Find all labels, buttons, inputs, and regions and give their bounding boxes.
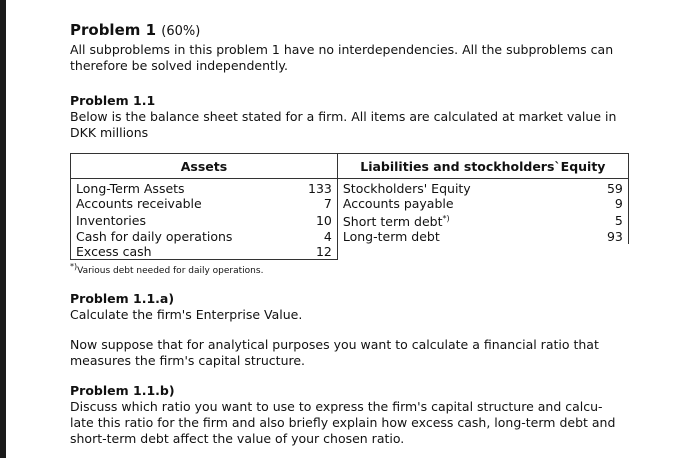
liability-label: Accounts payable — [337, 196, 596, 211]
asset-label: Accounts receivable — [71, 196, 304, 211]
assets-header: Assets — [71, 154, 338, 179]
liability-value: 9 — [596, 196, 629, 211]
liability-value: 5 — [596, 211, 629, 229]
asset-label: Excess cash — [71, 244, 304, 260]
asset-label: Inventories — [71, 211, 304, 229]
empty-cell — [337, 244, 628, 260]
liability-label-with-footnote — [337, 211, 596, 229]
problem-1-intro: All subproblems in this problem 1 have no interdependencies. All the subproblems can therefore be solved independently. — [70, 42, 614, 73]
transition-paragraph: Now suppose that for analytical purposes you want to calculate a financial ratio that measures the firm's capital structure. — [70, 337, 599, 369]
table-row — [71, 196, 629, 211]
problem-1-1-title: Problem 1.1 — [70, 93, 156, 108]
problem-1-1-b-title: Problem 1.1.b) — [70, 383, 175, 399]
problem-1-weight: (60%) — [161, 24, 201, 39]
footnote-marker: *) — [442, 214, 450, 223]
problem-1-1-a-text: Calculate the firm's Enterprise Value. — [70, 307, 303, 323]
table-row — [71, 179, 629, 197]
asset-value: 10 — [315, 212, 332, 228]
liabilities-header: Liabilities and stockholders`Equity — [337, 154, 628, 179]
problem-1-1-text: Below is the balance sheet stated for a firm. All items are calculated at market value in DKK millions — [70, 109, 617, 140]
table-row — [71, 229, 629, 244]
liability-value: 59 — [596, 179, 629, 197]
problem-1-title: Problem 1 — [70, 21, 157, 39]
asset-label: Cash for daily operations — [71, 229, 304, 244]
footnote-mark: *) — [70, 262, 78, 272]
table-row — [71, 244, 629, 260]
liability-value: 93 — [596, 229, 629, 244]
balance-sheet-header-row — [71, 154, 629, 179]
liability-label: Short term debt — [342, 214, 443, 230]
asset-value: 7 — [323, 196, 332, 211]
problem-1-heading — [70, 20, 630, 42]
table-row — [71, 211, 629, 229]
asset-label: Long-Term Assets — [71, 179, 304, 197]
liability-label: Stockholders' Equity — [337, 179, 596, 197]
balance-sheet-table — [70, 153, 629, 260]
table-footnote — [70, 261, 630, 277]
liability-label: Long-term debt — [337, 229, 596, 244]
document-page — [70, 20, 630, 447]
problem-1-1-b-text: Discuss which ratio you want to use to express the firm's capital structure and calcu- late this ratio for the firm and also briefly explain how excess cash, long-term debt and short-term debt affect the value of your chosen ratio. — [70, 399, 616, 447]
page-edge-bar — [0, 0, 6, 458]
asset-value: 12 — [303, 244, 337, 260]
footnote-text: Various debt needed for daily operations. — [77, 266, 264, 277]
asset-value: 4 — [323, 229, 332, 245]
asset-value: 133 — [308, 181, 332, 196]
problem-1-1-a-title: Problem 1.1.a) — [70, 291, 175, 307]
